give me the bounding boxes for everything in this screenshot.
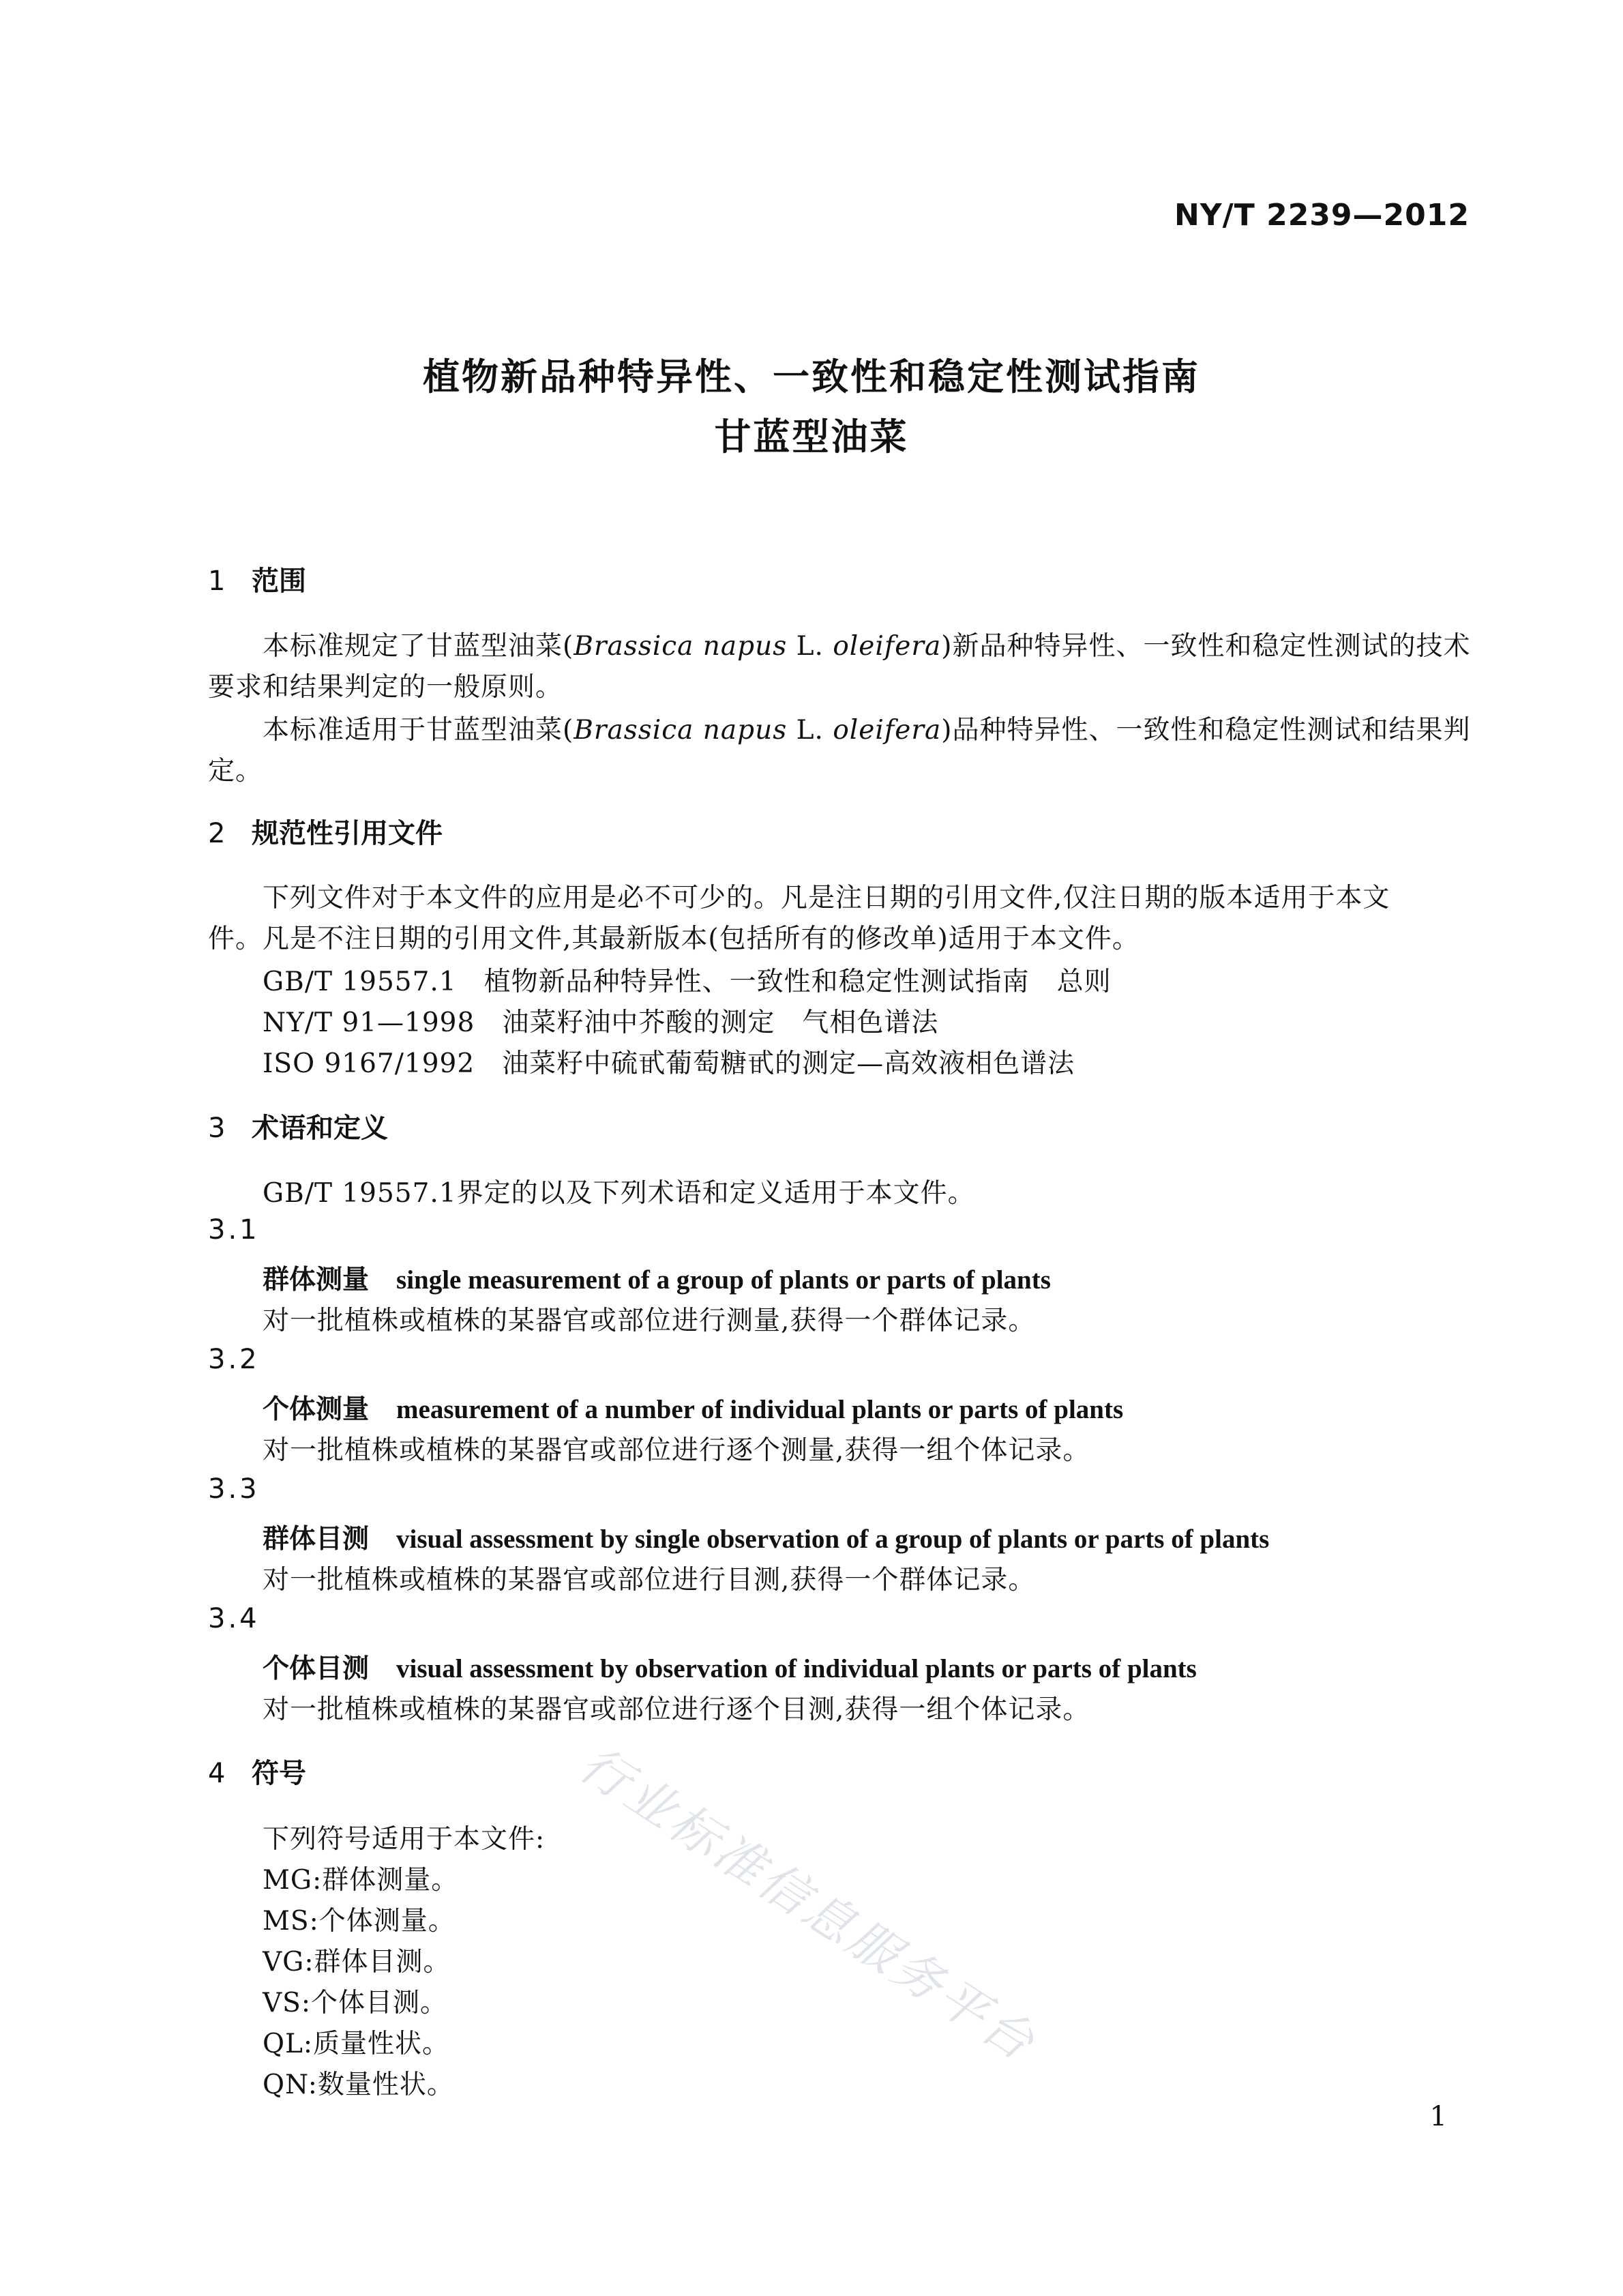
term-definition: 对一批植株或植株的某器官或部位进行目测,获得一个群体记录。 — [263, 1565, 1036, 1595]
species-name: Brassica napus — [574, 631, 788, 662]
text: )新品种特异性、一致性和稳定性测试的技术 — [941, 631, 1471, 662]
section-number: 3 — [208, 1113, 226, 1144]
reference-item — [263, 960, 1112, 999]
subsection-number: 3.2 — [208, 1344, 260, 1375]
symbol-item: MG:群体测量。 — [263, 1865, 459, 1896]
term-title — [263, 1647, 1197, 1686]
page-number: 1 — [1429, 2101, 1447, 2132]
species-name: Brassica napus — [574, 715, 788, 746]
symbol-item: MS:个体测量。 — [263, 1906, 456, 1937]
text: )品种特异性、一致性和稳定性测试和结果判 — [941, 715, 1471, 746]
reference-code: NY/T 91—1998 — [263, 1007, 475, 1038]
term-en: visual assessment by observation of individual plants or parts of plants — [396, 1654, 1197, 1683]
symbol-item: VG:群体目测。 — [263, 1947, 451, 1977]
section-1-heading — [208, 559, 306, 598]
section-number: 2 — [208, 818, 226, 849]
section-title: 规范性引用文件 — [252, 818, 443, 849]
reference-title: 植物新品种特异性、一致性和稳定性测试指南 总则 — [483, 967, 1112, 997]
document-title-line2: 甘蓝型油菜 — [714, 415, 909, 458]
symbol-item: QL:质量性状。 — [263, 2029, 450, 2059]
term-definition: 对一批植株或植株的某器官或部位进行逐个目测,获得一组个体记录。 — [263, 1694, 1090, 1725]
term-title — [263, 1259, 1051, 1297]
term-en: visual assessment by single observation of a group of plants or parts of plants — [396, 1525, 1270, 1554]
reference-item — [263, 1001, 938, 1040]
term-en: single measurement of a group of plants or parts of plants — [396, 1265, 1051, 1295]
term-zh: 个体目测 — [263, 1653, 370, 1684]
scope-paragraph-2-line1 — [263, 709, 1470, 747]
term-zh: 群体目测 — [263, 1524, 370, 1555]
scope-paragraph-1-line1 — [263, 625, 1470, 663]
term-zh: 个体测量 — [263, 1394, 370, 1425]
text: L. — [787, 715, 833, 746]
variety-name: oleifera — [833, 631, 942, 662]
term-zh: 群体测量 — [263, 1265, 370, 1295]
term-en: measurement of a number of individual plants or parts of plants — [396, 1395, 1124, 1424]
subsection-number: 3.1 — [208, 1214, 260, 1246]
scope-paragraph-2-line2: 定。 — [208, 756, 263, 786]
symbols-intro: 下列符号适用于本文件: — [263, 1824, 546, 1855]
term-title — [263, 1388, 1123, 1426]
reference-item — [263, 1042, 1075, 1080]
term-title — [263, 1518, 1269, 1556]
reference-code: ISO 9167/1992 — [263, 1048, 475, 1079]
references-intro-line2: 件。凡是不注日期的引用文件,其最新版本(包括所有的修改单)适用于本文件。 — [208, 924, 1140, 954]
symbol-item: VS:个体目测。 — [263, 1988, 448, 2018]
variety-name: oleifera — [833, 715, 942, 746]
reference-title: 油菜籽中硫甙葡萄糖甙的测定—高效液相色谱法 — [502, 1048, 1075, 1079]
watermark: 行业标准信息服务平台 — [569, 1735, 1047, 2073]
term-definition: 对一批植株或植株的某器官或部位进行测量,获得一个群体记录。 — [263, 1306, 1036, 1336]
subsection-number: 3.3 — [208, 1473, 260, 1505]
section-title: 范围 — [252, 565, 306, 597]
reference-code: GB/T 19557.1 — [263, 967, 457, 997]
section-number: 4 — [208, 1758, 226, 1789]
section-number: 1 — [208, 565, 226, 597]
section-title: 术语和定义 — [252, 1113, 388, 1144]
references-intro-line1: 下列文件对于本文件的应用是必不可少的。凡是注日期的引用文件,仅注日期的版本适用于本文 — [263, 883, 1390, 913]
symbol-item: QN:数量性状。 — [263, 2070, 454, 2100]
section-3-heading — [208, 1106, 388, 1145]
subsection-number: 3.4 — [208, 1603, 260, 1634]
section-title: 符号 — [252, 1758, 306, 1789]
reference-title: 油菜籽油中芥酸的测定 气相色谱法 — [502, 1007, 939, 1038]
term-definition: 对一批植株或植株的某器官或部位进行逐个测量,获得一组个体记录。 — [263, 1435, 1090, 1466]
scope-paragraph-1-line2: 要求和结果判定的一般原则。 — [208, 672, 563, 703]
document-title-line1: 植物新品种特异性、一致性和稳定性测试指南 — [423, 355, 1200, 398]
text: L. — [787, 631, 833, 662]
text: 本标准规定了甘蓝型油菜( — [263, 631, 574, 662]
text: 本标准适用于甘蓝型油菜( — [263, 715, 574, 746]
section-2-heading — [208, 812, 443, 851]
section-4-heading — [208, 1752, 306, 1791]
terms-intro: GB/T 19557.1界定的以及下列术语和定义适用于本文件。 — [263, 1178, 975, 1209]
standard-number: NY/T 2239—2012 — [1174, 198, 1470, 233]
